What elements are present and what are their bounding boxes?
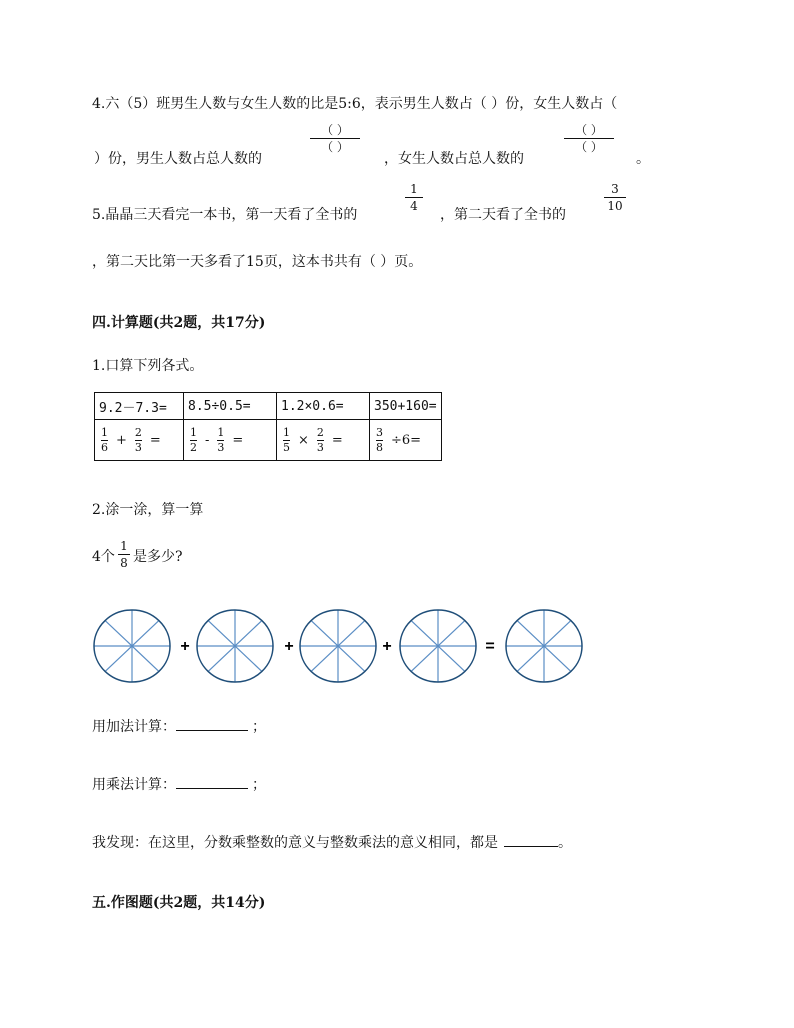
finding-answer-blank[interactable] xyxy=(504,834,558,847)
section5-title: 五.作图题(共2题，共14分) xyxy=(92,895,266,911)
addition-answer-blank[interactable] xyxy=(176,718,248,731)
q5-fraction-three-tenths: 3 10 xyxy=(604,183,626,212)
q4-blank-fraction-boys: （ ） （ ） xyxy=(310,124,360,153)
pie-circle-eighths[interactable] xyxy=(506,610,582,682)
multiplication-answer-blank[interactable] xyxy=(176,776,248,789)
table-cell: 1.2×0.6= xyxy=(277,393,370,420)
q5-line2: ，第二天比第一天多看了15页，这本书共有（ ）页。 xyxy=(92,254,423,270)
pie-circle-eighths[interactable] xyxy=(300,610,376,682)
addition-row xyxy=(92,718,266,734)
fraction: $\frac{1}{2}$ xyxy=(190,425,197,454)
finding-row xyxy=(92,834,572,850)
table-cell: $\frac{1}{5} \times \frac{2}{3}$ = xyxy=(277,420,370,461)
pie-circle-eighths[interactable] xyxy=(94,610,170,682)
fraction: $\frac{1}{5}$ xyxy=(283,425,290,454)
plus-operator: + xyxy=(180,638,190,655)
multiplication-label: 用乘法计算： xyxy=(92,777,176,793)
table-cell: 8.5÷0.5= xyxy=(184,393,277,420)
table-cell: $\frac{3}{8} \div 6=$ xyxy=(370,420,442,461)
table-cell: $\frac{1}{6} + \frac{2}{3}$ = xyxy=(95,420,184,461)
mental-math-table xyxy=(94,392,442,461)
plus-operator: + xyxy=(284,638,294,655)
finding-end: 。 xyxy=(558,835,572,851)
pie-diagram xyxy=(86,604,596,688)
q5-line1-part-b: ，第二天看了全书的 xyxy=(440,207,566,223)
fraction: $\frac{1}{6}$ xyxy=(101,425,108,454)
q2-label: 2.涂一涂，算一算 xyxy=(92,502,204,518)
semicolon: ； xyxy=(252,777,266,793)
q5-fraction-one-quarter: 1 4 xyxy=(405,183,423,212)
fraction: $\frac{2}{3}$ xyxy=(134,425,142,454)
q2-question-part-a: 4个 xyxy=(92,549,115,565)
q4-line1: 4.六（5）班男生人数与女生人数的比是5:6，表示男生人数占（ ）份，女生人数占（ xyxy=(92,96,618,112)
q4-line2-part-b: ，女生人数占总人数的 xyxy=(384,151,524,167)
table-cell: $\frac{1}{2} - \frac{1}{3}$ = xyxy=(184,420,277,461)
q5-line1-part-a: 5.晶晶三天看完一本书，第一天看了全书的 xyxy=(92,207,358,223)
pie-circle-eighths[interactable] xyxy=(400,610,476,682)
multiplication-row xyxy=(92,776,266,792)
table-cell: 350+160= xyxy=(370,393,442,420)
plus-operator: + xyxy=(382,638,392,655)
equals-operator: = xyxy=(485,638,495,655)
fraction: $\frac{2}{3}$ xyxy=(316,425,324,454)
table-cell: 9.2－7.3= xyxy=(95,393,184,420)
fraction: $\frac{3}{8}$ xyxy=(376,425,383,454)
semicolon: ； xyxy=(252,719,266,735)
q1-label: 1.口算下列各式。 xyxy=(92,358,204,374)
q4-line2-part-a: ）份，男生人数占总人数的 xyxy=(94,151,262,167)
section4-title: 四.计算题(共2题，共17分) xyxy=(92,315,266,331)
pie-circle-eighths[interactable] xyxy=(197,610,273,682)
table-row xyxy=(95,393,442,420)
q2-question-fraction: 1 8 xyxy=(118,540,130,569)
q4-line2-end: 。 xyxy=(636,151,650,167)
q4-blank-fraction-girls: （ ） （ ） xyxy=(564,124,614,153)
addition-label: 用加法计算： xyxy=(92,719,176,735)
finding-text: 我发现：在这里，分数乘整数的意义与整数乘法的意义相同，都是 xyxy=(92,835,498,851)
q2-question-part-b: 是多少? xyxy=(133,549,183,565)
fraction: $\frac{1}{3}$ xyxy=(217,425,225,454)
table-row xyxy=(95,420,442,461)
